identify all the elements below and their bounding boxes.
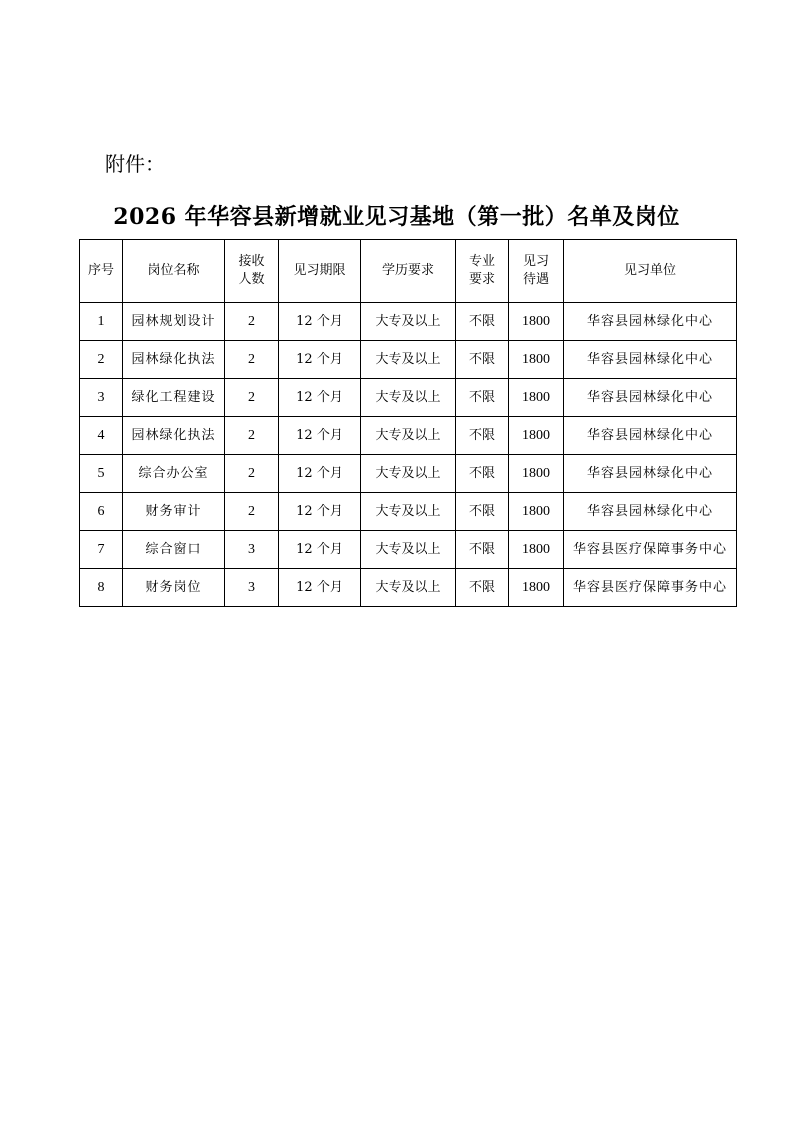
cell-education: 大专及以上 <box>361 531 456 569</box>
table-row <box>80 569 737 607</box>
cell-count: 2 <box>225 341 279 379</box>
cell-unit: 华容县园林绿化中心 <box>564 303 737 341</box>
cell-unit: 华容县医疗保障事务中心 <box>564 531 737 569</box>
header-count: 接收 人数 <box>225 240 279 303</box>
cell-no: 2 <box>80 341 123 379</box>
cell-no: 7 <box>80 531 123 569</box>
cell-position: 财务岗位 <box>123 569 225 607</box>
table-row <box>80 417 737 455</box>
cell-pay: 1800 <box>509 531 564 569</box>
table-row <box>80 303 737 341</box>
cell-education: 大专及以上 <box>361 303 456 341</box>
cell-count: 2 <box>225 455 279 493</box>
cell-major: 不限 <box>456 341 509 379</box>
cell-no: 3 <box>80 379 123 417</box>
cell-pay: 1800 <box>509 569 564 607</box>
positions-table <box>79 239 737 607</box>
cell-position: 综合窗口 <box>123 531 225 569</box>
header-position: 岗位名称 <box>123 240 225 303</box>
attachment-label: 附件： <box>105 152 165 176</box>
cell-period: 12 个月 <box>279 341 361 379</box>
cell-unit: 华容县园林绿化中心 <box>564 379 737 417</box>
table-row <box>80 531 737 569</box>
cell-pay: 1800 <box>509 493 564 531</box>
cell-education: 大专及以上 <box>361 341 456 379</box>
cell-major: 不限 <box>456 531 509 569</box>
cell-major: 不限 <box>456 493 509 531</box>
cell-no: 6 <box>80 493 123 531</box>
table-header-row <box>80 240 737 303</box>
cell-unit: 华容县园林绿化中心 <box>564 417 737 455</box>
cell-no: 4 <box>80 417 123 455</box>
cell-position: 综合办公室 <box>123 455 225 493</box>
cell-period: 12 个月 <box>279 493 361 531</box>
cell-period: 12 个月 <box>279 417 361 455</box>
cell-no: 8 <box>80 569 123 607</box>
cell-pay: 1800 <box>509 303 564 341</box>
cell-education: 大专及以上 <box>361 379 456 417</box>
cell-count: 2 <box>225 379 279 417</box>
header-major: 专业 要求 <box>456 240 509 303</box>
cell-major: 不限 <box>456 417 509 455</box>
cell-education: 大专及以上 <box>361 569 456 607</box>
cell-major: 不限 <box>456 303 509 341</box>
cell-position: 绿化工程建设 <box>123 379 225 417</box>
header-unit: 见习单位 <box>564 240 737 303</box>
cell-position: 园林规划设计 <box>123 303 225 341</box>
table-row <box>80 455 737 493</box>
cell-count: 3 <box>225 531 279 569</box>
cell-no: 1 <box>80 303 123 341</box>
cell-period: 12 个月 <box>279 455 361 493</box>
cell-education: 大专及以上 <box>361 493 456 531</box>
cell-count: 2 <box>225 493 279 531</box>
header-period: 见习期限 <box>279 240 361 303</box>
header-no: 序号 <box>80 240 123 303</box>
cell-unit: 华容县园林绿化中心 <box>564 455 737 493</box>
cell-unit: 华容县园林绿化中心 <box>564 341 737 379</box>
cell-position: 园林绿化执法 <box>123 341 225 379</box>
cell-pay: 1800 <box>509 417 564 455</box>
cell-no: 5 <box>80 455 123 493</box>
cell-count: 3 <box>225 569 279 607</box>
cell-count: 2 <box>225 417 279 455</box>
header-pay: 见习 待遇 <box>509 240 564 303</box>
cell-education: 大专及以上 <box>361 417 456 455</box>
table-row <box>80 341 737 379</box>
cell-period: 12 个月 <box>279 303 361 341</box>
cell-period: 12 个月 <box>279 379 361 417</box>
cell-unit: 华容县园林绿化中心 <box>564 493 737 531</box>
table-row <box>80 493 737 531</box>
cell-education: 大专及以上 <box>361 455 456 493</box>
cell-pay: 1800 <box>509 341 564 379</box>
cell-major: 不限 <box>456 379 509 417</box>
cell-period: 12 个月 <box>279 569 361 607</box>
cell-unit: 华容县医疗保障事务中心 <box>564 569 737 607</box>
cell-count: 2 <box>225 303 279 341</box>
cell-pay: 1800 <box>509 379 564 417</box>
cell-pay: 1800 <box>509 455 564 493</box>
header-education: 学历要求 <box>361 240 456 303</box>
cell-period: 12 个月 <box>279 531 361 569</box>
cell-position: 财务审计 <box>123 493 225 531</box>
cell-position: 园林绿化执法 <box>123 417 225 455</box>
cell-major: 不限 <box>456 455 509 493</box>
document-title: 2026 年华容县新增就业见习基地（第一批）名单及岗位 <box>113 204 680 230</box>
table-row <box>80 379 737 417</box>
cell-major: 不限 <box>456 569 509 607</box>
